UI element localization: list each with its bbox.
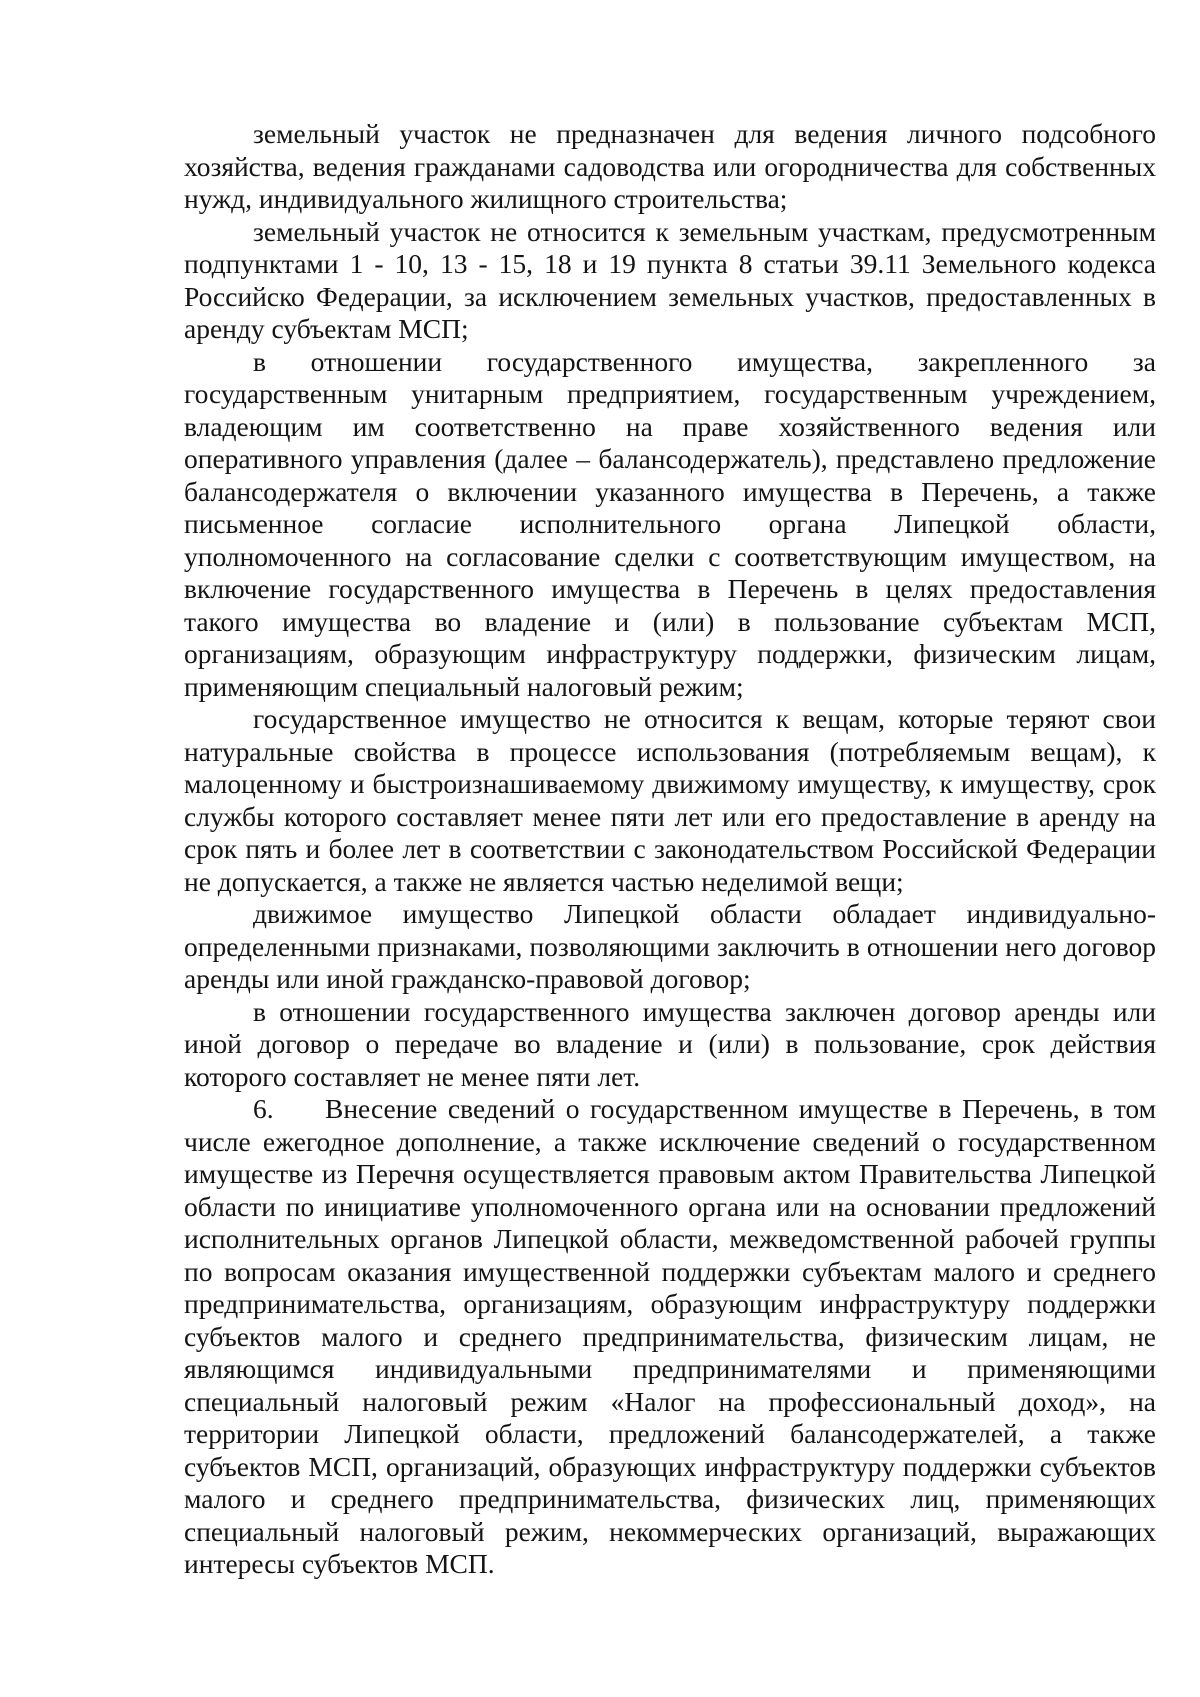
- document-body: [184, 118, 1156, 1581]
- paragraph-lease-agreement: в отношении государственного имущества заключен договор аренды или иной договор о передаче во владение и (или) в пользование, срок действия которого составляет не менее пяти лет.: [184, 995, 1156, 1092]
- item-text: Внесение сведений о государственном имуществе в Перечень, в том числе ежегодное дополнение, а также исключение сведений о государственном имуществе из Перечня осуществляется правовым актом Правительства Липецкой области по инициативе уполномоченного органа или на основании предложений исполнительных органов Липецкой области, межведомственной рабочей группы по вопросам оказания имущественной поддержки субъектам малого и среднего предпринимательства, организациям, образующим инфраструктуру поддержки субъектов малого и среднего предпринимательства, физическим лицам, не являющимся индивидуальными предпринимателями и применяющими специальный налоговый режим «Налог на профессиональный доход», на территории Липецкой области, предложений балансодержателей, а также субъектов МСП, организаций, образующих инфраструктуру поддержки субъектов малого и среднего предпринимательства, физических лиц, применяющих специальный налоговый режим, некоммерческих организаций, выражающих интересы субъектов МСП.: [184, 1093, 1156, 1579]
- paragraph-balance-holder-proposal: в отношении государственного имущества, закрепленного за государственным унитарным предприятием, государственным учреждением, владеющим им соответственно на праве хозяйственного ведения или оперативного управления (далее – балансодержатель), представлено предложение балансодержателя о включении указанного имущества в Перечень, а также письменное согласие исполнительного органа Липецкой области, уполномоченного на согласование сделки с соответствующим имуществом, на включение государственного имущества в Перечень в целях предоставления такого имущества во владение и (или) в пользование субъектам МСП, организациям, образующим инфраструктуру поддержки, физическим лицам, применяющим специальный налоговый режим;: [184, 345, 1156, 702]
- paragraph-land-plot-subclauses: земельный участок не относится к земельным участкам, предусмотренным подпунктами 1 - 10, 13 - 15, 18 и 19 пункта 8 статьи 39.11 Земельного кодекса Российско Федерации, за исключением земельных участков, предоставленных в аренду субъектам МСП;: [184, 215, 1156, 344]
- numbered-item-6: [184, 1093, 1156, 1581]
- paragraph-movable-property: движимое имущество Липецкой области обладает индивидуально-определенными признаками, позволяющими заключить в отношении него договор аренды или иной гражданско-правовой договор;: [184, 898, 1156, 994]
- paragraph-consumable-property: государственное имущество не относится к вещам, которые теряют свои натуральные свойства в процессе использования (потребляемым вещам), к малоценному и быстроизнашиваемому движимому имуществу, к имуществу, срок службы которого составляет менее пяти лет или его предоставление в аренду на срок пять и более лет в соответствии с законодательством Российской Федерации не допускается, а также не является частью неделимой вещи;: [184, 703, 1156, 897]
- item-number: 6.: [253, 1093, 274, 1124]
- paragraph-land-plot-purpose: земельный участок не предназначен для ведения личного подсобного хозяйства, ведения гражданами садоводства или огородничества для собственных нужд, индивидуального жилищного строительства;: [184, 118, 1156, 214]
